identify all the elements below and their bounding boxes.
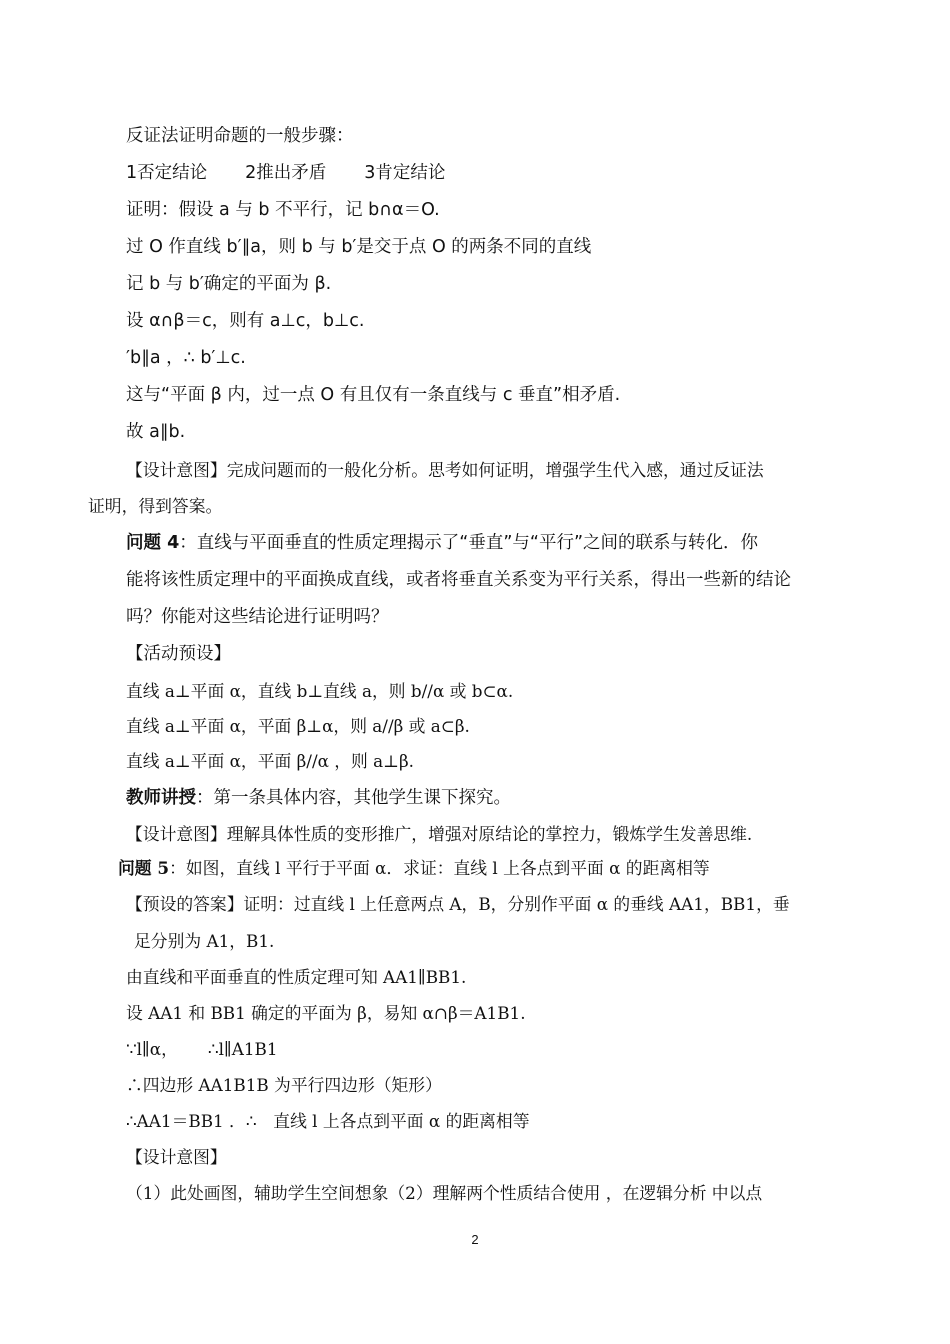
text-line: 这与“平面 β 内，过一点 O 有且仅有一条直线与 c 垂直”相矛盾. <box>126 385 621 405</box>
text-line: 由直线和平面垂直的性质定理可知 AA1∥BB1. <box>126 967 467 987</box>
text-line: 设 AA1 和 BB1 确定的平面为 β，易知 α∩β＝A1B1. <box>126 1003 526 1023</box>
text-line: 直线 a⊥平面 α，平面 β//α ，则 a⊥β. <box>126 751 414 771</box>
text-line: 反证法证明命题的一般步骤： <box>126 126 354 146</box>
section-heading: 【设计意图】 <box>126 1147 227 1167</box>
text-line: 能将该性质定理中的平面换成直线，或者将垂直关系变为平行关系，得出一些新的结论 <box>126 570 791 590</box>
question-5-line <box>118 856 710 880</box>
text-line: 设 α∩β＝c，则有 a⊥c，b⊥c. <box>126 311 365 331</box>
text-line: 过 O 作直线 b′∥a，则 b 与 b′是交于点 O 的两条不同的直线 <box>126 237 592 257</box>
step-2: 2推出矛盾 <box>245 163 327 183</box>
text-line: 足分别为 A1，B1. <box>134 931 275 951</box>
design-intent-line: 【设计意图】理解具体性质的变形推广，增强对原结论的掌控力，锻炼学生发善思维. <box>126 824 753 844</box>
text-line: 【预设的答案】证明：过直线 l 上任意两点 A，B，分别作平面 α 的垂线 AA1，BB1，垂 <box>126 894 790 914</box>
text-line: 故 a∥b. <box>126 422 186 442</box>
section-heading: 【活动预设】 <box>126 644 231 664</box>
question-5-label: 问题 5 <box>118 858 170 878</box>
text-line <box>126 1037 278 1061</box>
teacher-line <box>126 786 511 810</box>
design-intent-line: 【设计意图】完成问题而的一般化分析。思考如何证明，增强学生代入感，通过反证法 <box>126 460 764 480</box>
step-1: 1否定结论 <box>126 163 208 183</box>
design-intent-line: 证明，得到答案。 <box>88 496 223 516</box>
teacher-text: ：第一条具体内容，其他学生课下探究。 <box>196 788 511 808</box>
text-line: ′b∥a ，∴ b′⊥c. <box>126 348 246 368</box>
text-line: 证明：假设 a 与 b 不平行，记 b∩α＝O. <box>126 200 440 220</box>
text-line: 直线 a⊥平面 α，平面 β⊥α，则 a//β 或 a⊂β. <box>126 716 470 736</box>
question-4-label: 问题 4 <box>126 533 180 553</box>
text-line: 记 b 与 b′确定的平面为 β. <box>126 274 332 294</box>
therefore-part: ∴l∥A1B1 <box>207 1039 278 1059</box>
page-number: 2 <box>471 1232 479 1247</box>
text-line: ∴AA1＝BB1 ．∴ 直线 l 上各点到平面 α 的距离相等 <box>126 1111 530 1131</box>
question-4-line <box>126 531 758 555</box>
question-4-text: ：直线与平面垂直的性质定理揭示了“垂直”与“平行”之间的联系与转化．你 <box>179 533 759 553</box>
step-3: 3肯定结论 <box>364 163 446 183</box>
text-line: ∴四边形 AA1B1B 为平行四边形（矩形） <box>126 1075 442 1095</box>
text-line: （1）此处画图，辅助学生空间想象（2）理解两个性质结合使用 ，在逻辑分析 中以点 <box>126 1183 763 1203</box>
text-line: 吗？你能对这些结论进行证明吗？ <box>126 607 389 627</box>
question-5-text: ：如图，直线 l 平行于平面 α．求证：直线 l 上各点到平面 α 的距离相等 <box>169 858 710 878</box>
text-line: 直线 a⊥平面 α，直线 b⊥直线 a，则 b//α 或 b⊂α. <box>126 681 514 701</box>
because-part: ∵l∥α， <box>126 1039 178 1059</box>
steps-line <box>126 161 445 185</box>
teacher-label: 教师讲授 <box>126 788 196 808</box>
